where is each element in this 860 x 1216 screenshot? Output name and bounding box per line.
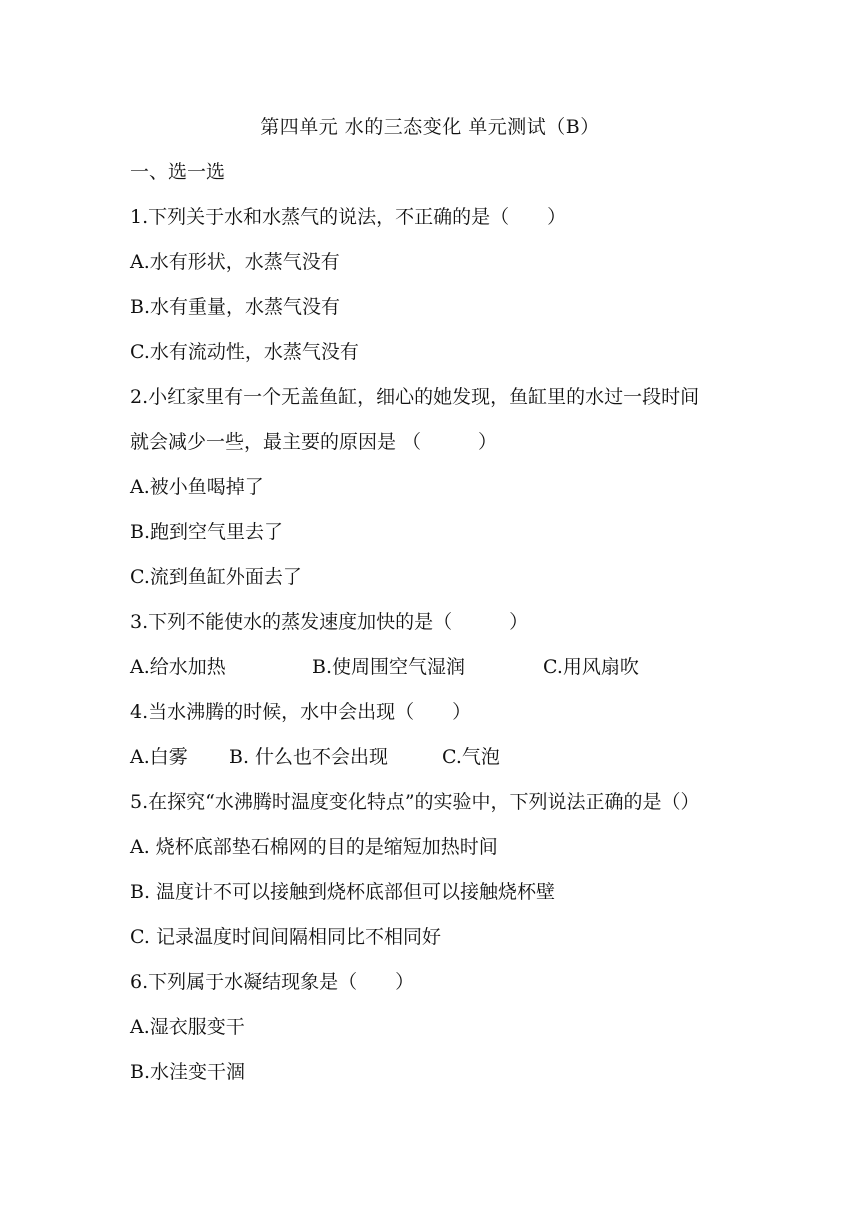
question-4-option-a: A.白雾 [130, 746, 188, 768]
question-3-stem: 3.下列不能使水的蒸发速度加快的是（ ） [130, 611, 529, 633]
question-2-stem-line-2: 就会减少一些，最主要的原因是 （ ） [130, 431, 498, 453]
question-5-option-c: C. 记录温度时间间隔相同比不相同好 [130, 926, 441, 948]
question-5-option-a: A. 烧杯底部垫石棉网的目的是缩短加热时间 [130, 836, 498, 858]
question-5-option-b: B. 温度计不可以接触到烧杯底部但可以接触烧杯壁 [130, 881, 556, 903]
question-6-stem: 6.下列属于水凝结现象是（ ） [130, 971, 415, 993]
question-1-option-c: C.水有流动性，水蒸气没有 [130, 341, 359, 363]
question-2-option-b: B.跑到空气里去了 [130, 521, 284, 543]
page-title: 第四单元 水的三态变化 单元测试（B） [260, 116, 600, 138]
question-3-option-a: A.给水加热 [130, 656, 226, 678]
question-3-option-c: C.用风扇吹 [543, 656, 639, 678]
question-1-option-a: A.水有形状，水蒸气没有 [130, 251, 340, 273]
question-5-stem: 5.在探究“水沸腾时温度变化特点”的实验中，下列说法正确的是（） [130, 791, 700, 813]
question-6-option-b: B.水洼变干涸 [130, 1061, 246, 1083]
question-2-option-c: C.流到鱼缸外面去了 [130, 566, 302, 588]
question-2-stem-line-1: 2.小红家里有一个无盖鱼缸，细心的她发现，鱼缸里的水过一段时间 [130, 386, 700, 408]
question-6-option-a: A.湿衣服变干 [130, 1016, 245, 1038]
section-heading: 一、选一选 [130, 161, 226, 183]
question-4-option-c: C.气泡 [442, 746, 500, 768]
question-2-option-a: A.被小鱼喝掉了 [130, 476, 264, 498]
question-4-stem: 4.当水沸腾的时候，水中会出现（ ） [130, 701, 472, 723]
question-1-option-b: B.水有重量，水蒸气没有 [130, 296, 341, 318]
question-4-option-b: B. 什么也不会出现 [229, 746, 389, 768]
question-1-stem: 1.下列关于水和水蒸气的说法，不正确的是（ ） [130, 206, 567, 228]
question-3-option-b: B.使周围空气湿润 [312, 656, 466, 678]
